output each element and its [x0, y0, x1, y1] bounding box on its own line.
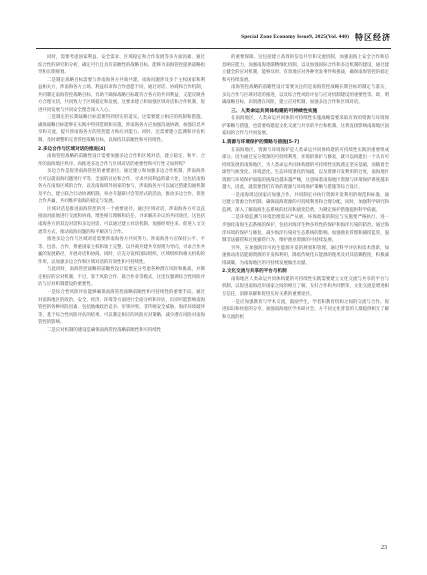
paragraph: 一是应加强教育与学术交流，鼓励学生、学者和教育机构之间的交流与合作，促进知识和经验的分享，加强南海地区学术研讨会、方不同文化背景的人群提供相互了解和交流的机: [222, 299, 389, 320]
section-heading: 三、人类命运共同体构建的可持续性实施: [231, 108, 318, 114]
paragraph: 的重要保障。这包括建立高效的信息共享和交流机制，加强南海上安全合作和信息响应能力，加强南海逐渐精细化机制，以及加强国际合作和多边机制的建设，通过建立健全的应对机制，能够及时、有效地应对各种突发事件和挑战，确保南海管控的稳定和可持续发展。: [222, 55, 389, 83]
paragraph: 南海管控战略的前瞻性设计需要加强多边合作和区域对话，建立稳定、和平、合作的南海地区秩序。尚推进多边合作与区域对话的重要性和可行性又如何呢？: [38, 154, 205, 167]
paragraph: 三是制定的长期战略目标需要得到切实的落实。这需要建立相应的机制和措施，确保战略目标能够在实践中得到贯彻和实施，涉南海各方应加强沟通协调，加强信息共享和交流，提升涉南海各方的管控能力和应对能力。同时，还需要建立监测和评估机制，及时调整和完善管控战略目标，以保持其前瞻性和可持续性。: [38, 115, 205, 144]
paragraph: 二是应对机制的建设是确保南海管控战略前瞻性和可持续性: [47, 327, 162, 333]
paragraph: 区域对话是推进南海管控的另一个重要途径。通过区域对话，涉南海各方可以直接面对面地进行交流和协商，增进相互理解和信任，寻求解决争议的共同途径。这包括南海各方的双边对话和多边对话，可以通过建立对话机制、加强经贸往来、促进人文交流等方式，推动南海问题的和平解决与合作。: [38, 206, 205, 235]
paragraph: 在南海地区，资源与环境保护是人类命运共同体构建的可持续性实践的重要组成部分。因为通过充分资源的可持续利用，环境的保护与修复，就可以构建出一个具有可持续发展的南海地区，为人类命运共同体构建的可持续性实践奠定坚实基础，而随着全球性气候变化、环境恶化、生态环境退化的加剧，以及资源开发利用的过度，南海地区资源与环境保护面临的挑战也越来越严峻，这意味着南海地区资源与环境保护难度越来越大，因此，就需要我们有效的资源与环境保护策略与措施等综合设计。: [222, 147, 389, 191]
running-header: [36, 30, 391, 44]
paragraph: 二是环境监测与环境治理需从严从重，坏保政策的制定与实施要严格执行，进一步强化南海生态系统的保护，包括对海洋生物多样性的保护和海洋污染的防治。通过海洋环境的保护与修复，减少海洋污染对生态系统的影响。加强渔业管理和捕捞监管，遏制非法捕捞和过度捕捞行为，维护渔业资源的可持续发展。: [222, 215, 389, 244]
paragraph: 另外，应加强海洋可再生能源开发的规划和管理。通过科学评估和技术创新，加速推动清洁能源资源的开发和利用，降低传统化石能源的使用及对其依赖程度，积极减排减碳，为南海地区的可持续发展做出贡献。: [222, 245, 389, 266]
paragraph: 南海管控战略的前瞻性设计需要关注的是南海管控战略长期目标的制定与落实，多边合作与区域对话的推进，以及综合性风险评估与应对机制建设的重要性等。即，明确战略目标，识别潜在风险，建立应对机制，加强多边合作和区域对话。: [222, 85, 389, 106]
left-column: [38, 54, 205, 334]
header-rule: [36, 48, 391, 49]
page-number: 23: [381, 545, 387, 551]
paragraph: 一是南海周边国家应加强合作，共同制定并执行资源开发利用的规范和标准，通过建立资源合作机制，确保南海资源的可持续利用和合理分配。同时，加强科学研究和监测，深入了解南海生态系统的状况和演变趋势，为制定保护措施提供科学依据。: [222, 192, 389, 213]
journal-logo: 特区经济: [355, 31, 391, 42]
paragraph: 同时，需要考虑国家利益、安全需求、区域稳定和合作发展等多方面因素，通过综合性的研究和分析，确定可行且具有前瞻性的战略目标，能够为南海管控提供战略指导和长期规划。: [38, 55, 205, 76]
paragraph: 南海地区人类命运共同体构建的可持续性实践需要建立文化交流与共享的平台与机制，以促进南海沿岸国家之间的相互了解，友好合作和共同繁荣，文化交流是增进相互信任，消除误解和促进友好关系的重要途径。: [222, 276, 389, 297]
paragraph: 在南海地区，人类命运共同体的可持续性实施战略需要采取有效的资源与环境保护策略与措施，也需要构建起文化交流与共享的平台和机制，这将直接影响南海地区国家间的合作与共同发展。: [222, 116, 389, 137]
journal-info: Special Zone Economy Issue9, 2025(Vol. 440): [241, 34, 349, 40]
paragraph: 一是综合性风险评估能够确保南海管控战略前瞻性和可持续性的重要手段。通过对南海地区的政治、安全、经济、环境等方面进行全面分析和评估，识别可能影响南海管控的各种风险因素，包括地缘政治竞争、军事冲突、非传统安全威胁、海洋环境破坏等，基于综合性风险评估的结果，可以制定相应的风险应对策略，减少潜在风险对南海管控的影响。: [38, 289, 205, 326]
paragraph: 与此同时，南海管控战略的前瞻性设计需要充分考虑各种潜在风险和挑战，并制定相应的应对机制，不过，鉴于风险合作、联合作业等模式，这里仅强调综合性风险评估与应对机制建设的重要性。: [38, 267, 205, 288]
paragraph: 推进多边合作与区域对话需要涉南海各方共同努力。涉南海各方应保持公平、平等、包容、合作，尊重国家主权和领土完整，以共商共建共享原则为导向，寻求合作共赢的发展路径，开展对话和协商。同时，应充分发挥国际组织、区域组织和相关机构的作用，以加强多边合作和区域对话的有效性和可持续性。: [38, 237, 205, 265]
subsection-heading: 1.资源与环境保护的策略与措施[5-7]: [222, 140, 300, 146]
subsection-heading: 2.多边合作与区域对话的推进[4]: [38, 146, 106, 152]
right-column: [222, 54, 389, 321]
paragraph: 多边合作是促进南海管控的重要途径。通过建立和加强多边合作机制，涉南海各方可以就南海问题进行平等、全面的讨论和合作，寻求共同利益的最大化，这包括南海各方在南海区域的合作，以及南海域外国家的参与，涉南海各方可以通过搭建沟通机制及平台、建立联合行动协调机制，举办专题研讨会等形式的活动，推动多边合作，促进合作共赢，共同维护南海的稳定与发展。: [38, 169, 205, 205]
paragraph: 二是制定战略目标需要与涉南海各方共商共建。南海问题涉及多个主权国家和利益相关方，涉南海各方立场、利益诉求和合作意愿不同，通过对话、协商和合作机制，共同制定南海管控战略目标，有助于确保战略目标既符合各方的共同利益，又能反映各方合理关切，共同致力于区域稳定和发展。这要求建立和加强区域对话和合作机制，促进共同发展与共同安全理念深入人心。: [38, 77, 205, 113]
subsection-heading: 2.文化交流与共享的平台与机制: [222, 269, 287, 275]
